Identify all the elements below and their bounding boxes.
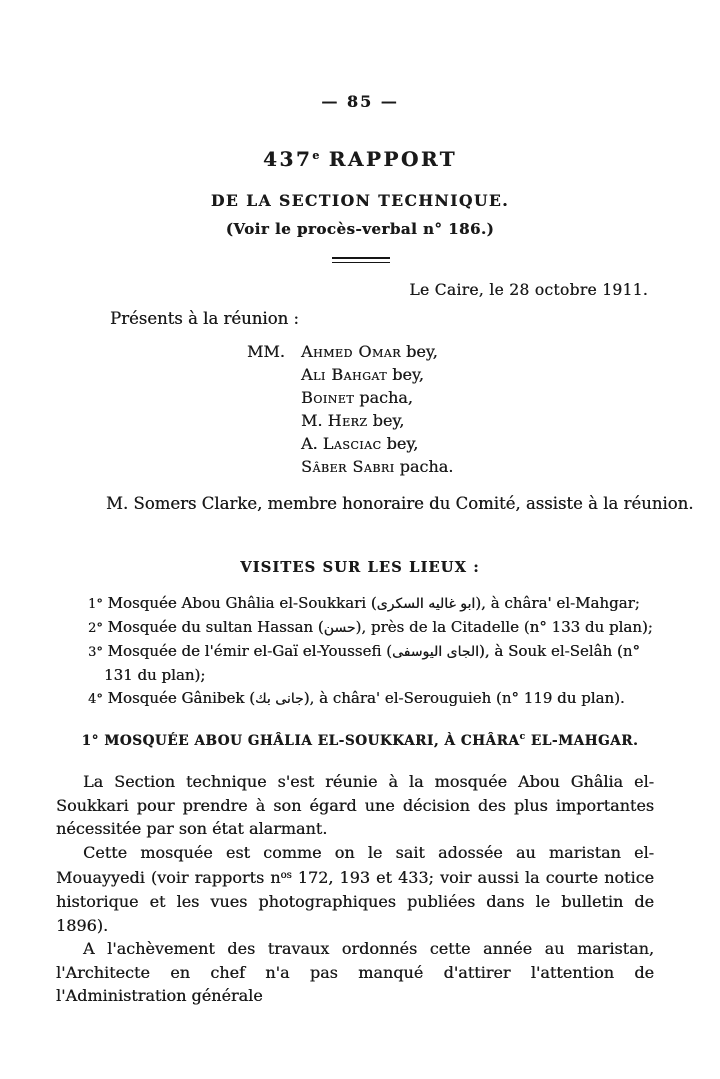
- attendee-title: bey,: [400, 342, 438, 361]
- visit-text: Mosquée Gânibek (: [102, 689, 255, 707]
- attendee-title: pacha.: [394, 457, 454, 476]
- attendee-name: Sâber Sabri: [301, 457, 395, 476]
- page-number: — 85 —: [321, 92, 399, 111]
- attendee-name: Ali Bahgat: [301, 365, 388, 384]
- visit-text: Mosquée Abou Ghâlia el-Soukkari (: [102, 594, 377, 612]
- section-heading-ayn: c: [519, 732, 526, 742]
- section-heading: [0, 732, 720, 749]
- paragraph: [56, 841, 654, 937]
- visit-item: [88, 640, 654, 687]
- section-heading-text: EL-MAHGAR.: [525, 733, 639, 749]
- visit-text: ), à châra' el-Mahgar;: [475, 594, 640, 612]
- attendee-lead: M.: [301, 411, 328, 430]
- visit-marker: 4°: [88, 692, 103, 707]
- visit-text: ), près de la Citadelle (n° 133 du plan);: [355, 618, 653, 636]
- visit-text: ), à châra' el-Serouguieh (n° 119 du plan).: [303, 689, 625, 707]
- visit-arabic-name: الجاى اليوسفى: [391, 644, 479, 660]
- visit-item: [88, 592, 654, 616]
- attendee-title: pacha,: [354, 388, 413, 407]
- report-subtitle: DE LA SECTION TECHNIQUE.: [210, 191, 510, 210]
- visit-arabic-name: حسن: [323, 620, 356, 636]
- paragraph-text: Cette mosquée est comme on le sait adossée au maristan el-Mouayyedi (voir rapports n: [56, 842, 654, 888]
- visit-text: Mosquée du sultan Hassan (: [102, 618, 324, 636]
- attendee-row: [247, 386, 453, 409]
- visits-list: [88, 592, 654, 711]
- paragraph-text: 172, 193 et 433; voir aussi la courte notice historique et les vues photographiques publiées dans le bulletin de 1896).: [56, 868, 654, 935]
- proces-verbal-reference: (Voir le procès-verbal n° 186.): [225, 220, 495, 238]
- visit-marker: 3°: [88, 645, 103, 660]
- body-paragraphs: [56, 770, 654, 1008]
- visit-marker: 2°: [88, 621, 103, 636]
- honorary-member-line: M. Somers Clarke, membre honoraire du Comité, assiste à la réunion.: [106, 494, 694, 513]
- report-title-word: RAPPORT: [319, 147, 457, 171]
- attendee-row: [247, 363, 453, 386]
- section-heading-text: 1° MOSQUÉE ABOU GHÂLIA EL-SOUKKARI, À CHÂRA: [81, 733, 520, 749]
- visit-arabic-name: ابو غاليه السكرى: [376, 596, 476, 612]
- visit-marker: 1°: [88, 597, 103, 612]
- attendees-list: [247, 340, 453, 478]
- report-number-ordinal: e: [312, 149, 320, 162]
- attendee-title: bey,: [387, 365, 424, 384]
- report-number: 437: [262, 147, 313, 171]
- paragraph: La Section technique s'est réunie à la mosquée Abou Ghâlia el-Soukkari pour prendre à son égard une décision des plus importantes nécessitée par son état alarmant.: [56, 772, 654, 839]
- attendee-name: Lasciac: [322, 434, 382, 453]
- visit-text: Mosquée de l'émir el-Gaï el-Youssefi (: [102, 642, 392, 660]
- report-title: [0, 147, 720, 171]
- presents-label: Présents à la réunion :: [110, 309, 299, 328]
- attendees-prefix: MM.: [247, 342, 285, 361]
- visit-text: ), à Souk el-Selâh (n° 131 du plan);: [104, 642, 640, 684]
- visit-item: [88, 616, 654, 640]
- attendee-row: [247, 432, 453, 455]
- attendee-title: bey,: [367, 411, 405, 430]
- attendee-title: bey,: [381, 434, 419, 453]
- section-rule: [332, 257, 390, 263]
- paragraph: A l'achèvement des travaux ordonnés cette année au maristan, l'Architecte en chef n'a pas manqué d'attirer l'attention de l'Administration générale: [56, 939, 654, 1006]
- visit-arabic-name: جانى بك: [255, 691, 304, 707]
- attendee-name: Herz: [327, 411, 368, 430]
- visits-heading: VISITES SUR LES LIEUX :: [240, 559, 480, 576]
- visit-item: [88, 687, 654, 711]
- attendee-name: Boinet: [301, 388, 355, 407]
- numero-superscript: os: [280, 870, 292, 882]
- attendee-row: [247, 340, 453, 363]
- dateline: Le Caire, le 28 octobre 1911.: [409, 281, 648, 299]
- attendee-row: [247, 455, 453, 478]
- attendee-row: [247, 409, 453, 432]
- attendee-lead: A.: [301, 434, 323, 453]
- attendee-name: Ahmed Omar: [301, 342, 401, 361]
